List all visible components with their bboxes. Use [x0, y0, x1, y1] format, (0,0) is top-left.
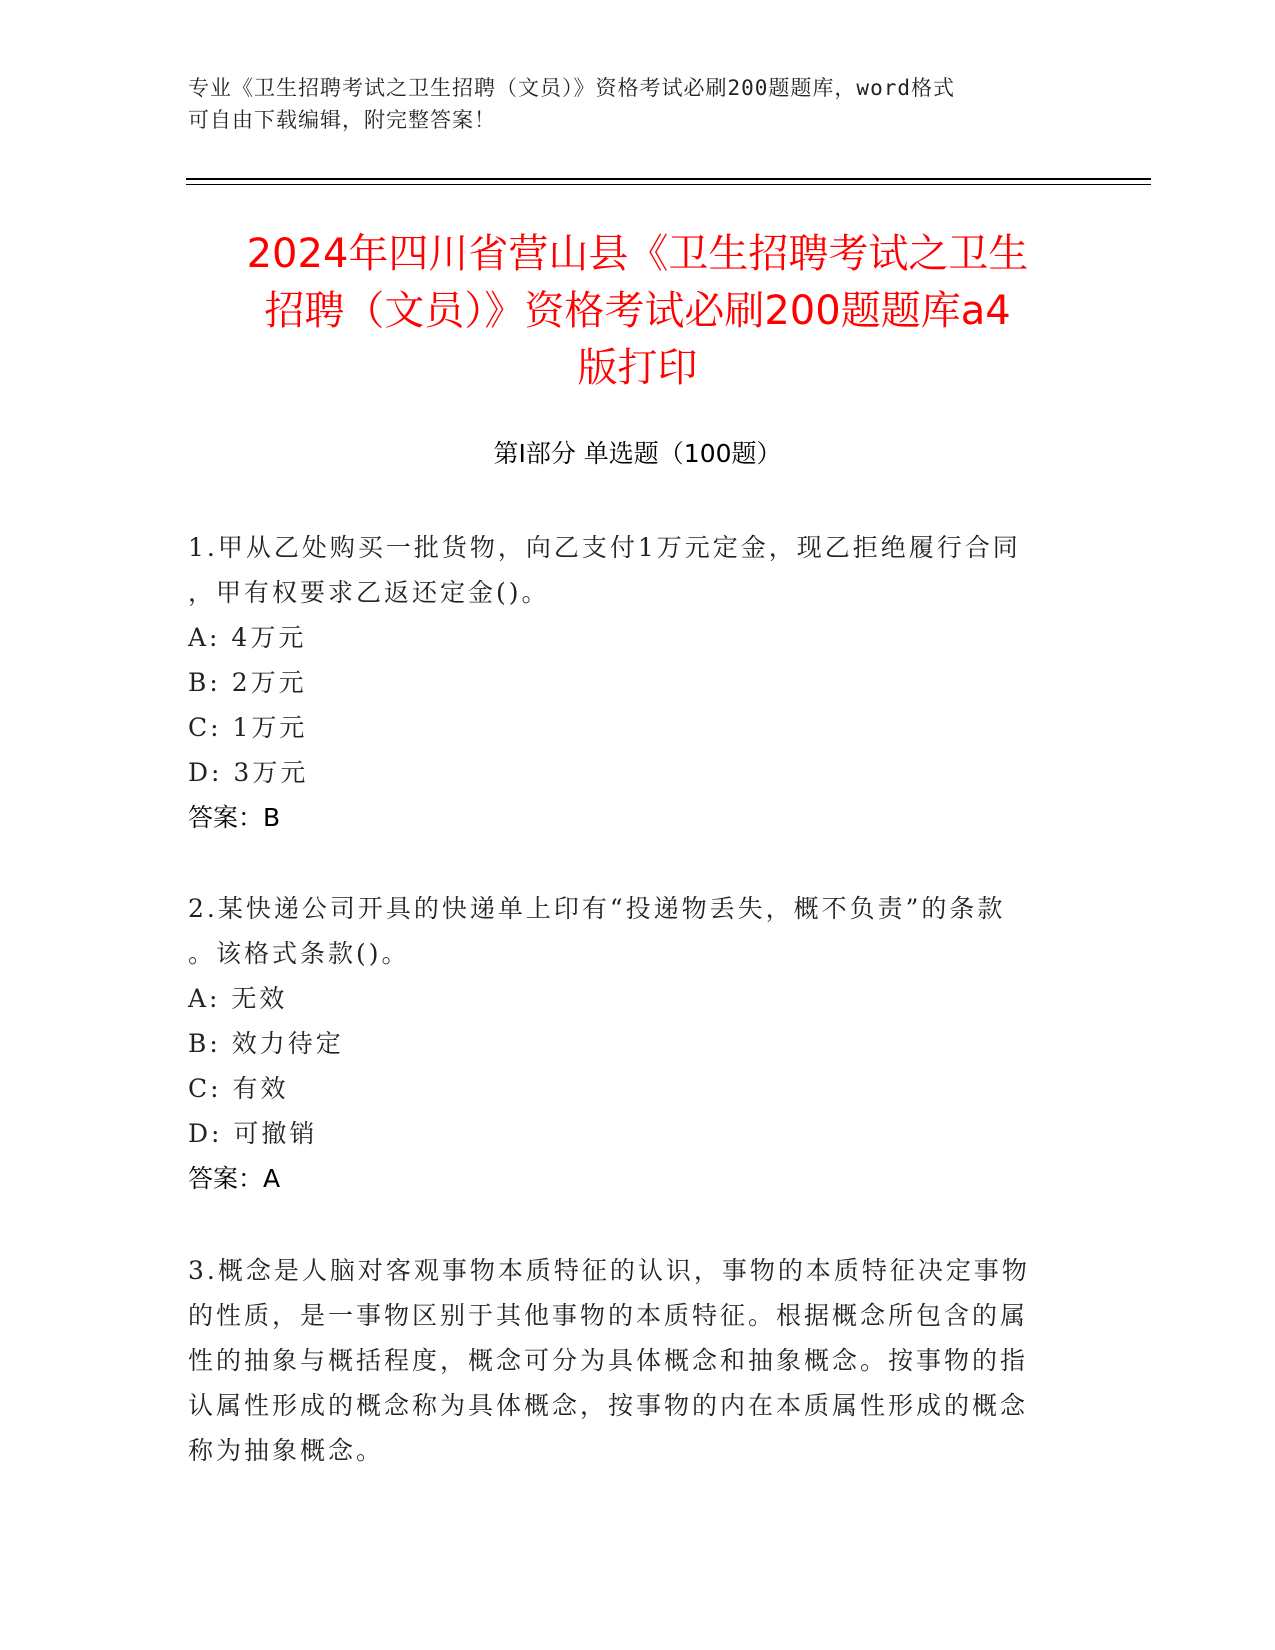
- option-a: A: 4万元: [188, 623, 307, 652]
- header-divider-thin: [186, 184, 1151, 185]
- option-b: B: 2万元: [188, 668, 307, 697]
- answer-line: 答案：A: [188, 1164, 281, 1193]
- question-stem-line: 认属性形成的概念称为具体概念，按事物的内在本质属性形成的概念: [188, 1391, 1029, 1420]
- option-a: A: 无效: [188, 984, 288, 1013]
- question-stem-line: 1.甲从乙处购买一批货物，向乙支付1万元定金，现乙拒绝履行合同: [188, 533, 1021, 562]
- option-d: D: 3万元: [188, 758, 309, 787]
- answer-line: 答案：B: [188, 803, 281, 832]
- question-stem-line: 。该格式条款()。: [188, 939, 410, 968]
- document-title: [150, 226, 1125, 397]
- header-divider-thick: [186, 178, 1151, 180]
- question-stem-line: 2.某快递公司开具的快递单上印有“投递物丢失，概不负责”的条款: [188, 894, 1006, 923]
- question-stem-line: 3.概念是人脑对客观事物本质特征的认识，事物的本质特征决定事物: [188, 1256, 1030, 1285]
- question-1: [188, 525, 1068, 840]
- section-title: 第Ⅰ部分 单选题（100题）: [493, 439, 782, 468]
- header-note-line: 专业《卫生招聘考试之卫生招聘（文员）》资格考试必刷200题题库，word格式: [188, 76, 955, 100]
- option-b: B: 效力待定: [188, 1029, 344, 1058]
- option-d: D: 可撤销: [188, 1119, 318, 1148]
- title-line: 招聘（文员）》资格考试必刷200题题库a4: [264, 288, 1011, 334]
- question-3: [188, 1248, 1068, 1473]
- header-note-line: 可自由下载编辑，附完整答案！: [188, 108, 496, 132]
- title-line: 版打印: [577, 345, 698, 391]
- option-c: C: 有效: [188, 1074, 289, 1103]
- question-2: [188, 886, 1068, 1201]
- header-note: [188, 72, 1068, 136]
- title-line: 2024年四川省营山县《卫生招聘考试之卫生: [246, 231, 1029, 277]
- question-stem-line: 的性质，是一事物区别于其他事物的本质特征。根据概念所包含的属: [188, 1301, 1029, 1330]
- question-stem-line: ，甲有权要求乙返还定金()。: [188, 578, 550, 607]
- question-stem-line: 性的抽象与概括程度，概念可分为具体概念和抽象概念。按事物的指: [188, 1346, 1029, 1375]
- option-c: C: 1万元: [188, 713, 308, 742]
- question-stem-line: 称为抽象概念。: [188, 1436, 385, 1465]
